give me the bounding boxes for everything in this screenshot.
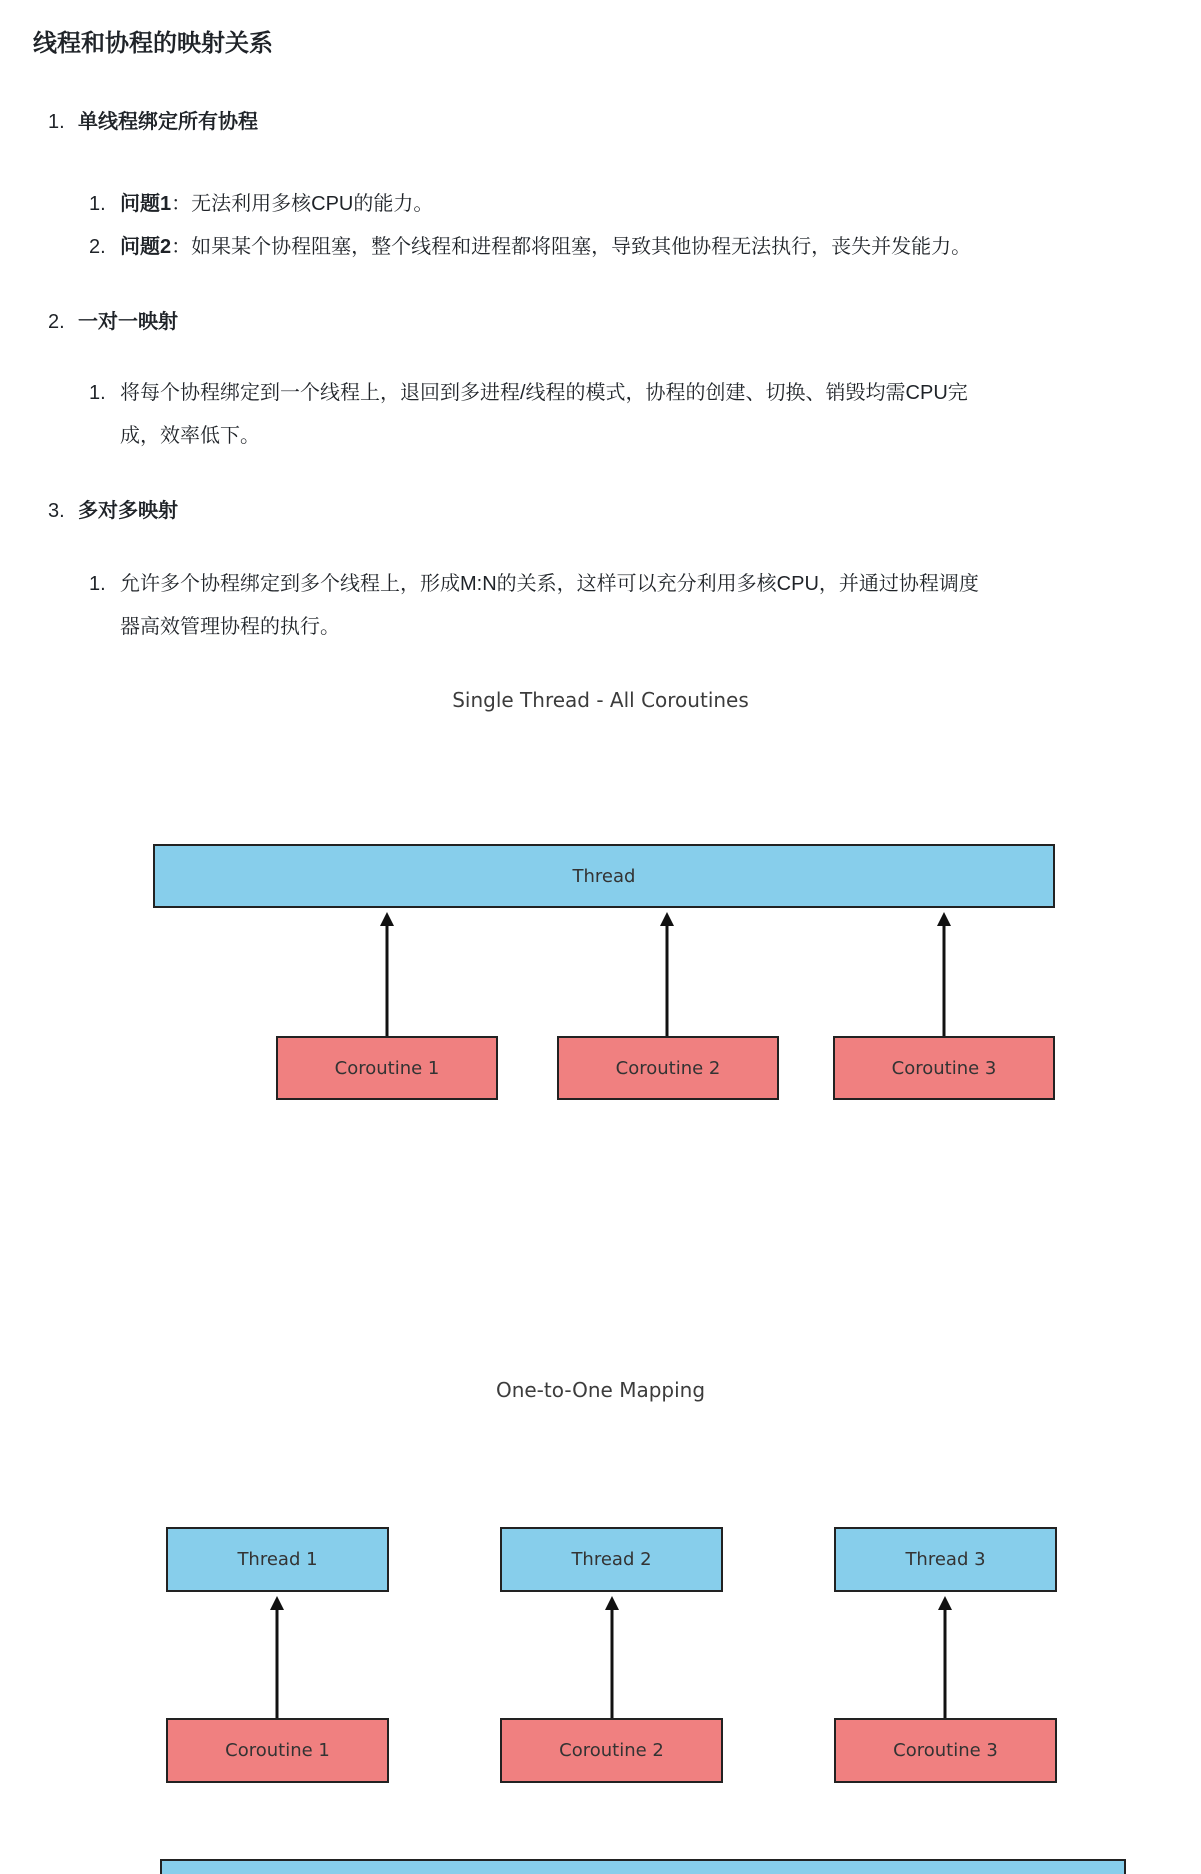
arrow-up-icon bbox=[604, 1596, 620, 1718]
section-1-heading: 单线程绑定所有协程 bbox=[78, 111, 258, 133]
item-text: 允许多个协程绑定到多个线程上，形成M:N的关系，这样可以充分利用多核CPU，并通过协程调度器高效管理协程的执行。 bbox=[120, 573, 979, 638]
arrow-up-icon bbox=[937, 1596, 953, 1718]
section-3-sublist bbox=[78, 563, 988, 649]
list-item-section-1 bbox=[78, 101, 1171, 269]
arrow-up-icon bbox=[269, 1596, 285, 1718]
coroutine-1-node: Coroutine 1 bbox=[166, 1718, 389, 1783]
item-text: ：如果某个协程阻塞，整个线程和进程都将阻塞，导致其他协程无法执行，丧失并发能力。 bbox=[171, 236, 972, 258]
thread-node: Thread bbox=[153, 844, 1055, 908]
thread-1-node: Thread 1 bbox=[166, 1527, 389, 1592]
item-text: 将每个协程绑定到一个线程上，退回到多进程/线程的模式，协程的创建、切换、销毁均需CPU完成，效率低下。 bbox=[120, 382, 968, 447]
figure-1-title: Single Thread - All Coroutines bbox=[452, 688, 749, 712]
item-bold-prefix: 问题2 bbox=[120, 236, 172, 258]
coroutine-1-node: Coroutine 1 bbox=[276, 1036, 498, 1100]
coroutine-3-node: Coroutine 3 bbox=[833, 1036, 1055, 1100]
coroutine-2-node: Coroutine 2 bbox=[557, 1036, 779, 1100]
item-text: ：无法利用多核CPU的能力。 bbox=[171, 193, 434, 215]
section-1-sublist bbox=[78, 183, 988, 269]
list-item bbox=[120, 563, 988, 649]
figure-2-title: One-to-One Mapping bbox=[495, 1378, 706, 1402]
thread-2-node: Thread 2 bbox=[500, 1527, 723, 1592]
main-ordered-list bbox=[33, 101, 1171, 649]
arrow-up-icon bbox=[659, 912, 675, 1036]
section-2-sublist bbox=[78, 372, 988, 458]
list-item-section-3 bbox=[78, 490, 1171, 649]
coroutine-3-node: Coroutine 3 bbox=[834, 1718, 1057, 1783]
figure-one-to-one-mapping bbox=[0, 1376, 1201, 1790]
section-3-heading: 多对多映射 bbox=[78, 500, 178, 522]
partial-diagram-box bbox=[160, 1859, 1126, 1874]
list-item bbox=[120, 183, 988, 226]
list-item bbox=[120, 226, 988, 269]
arrow-up-icon bbox=[936, 912, 952, 1036]
arrow-up-icon bbox=[379, 912, 395, 1036]
list-item bbox=[120, 372, 988, 458]
coroutine-2-node: Coroutine 2 bbox=[500, 1718, 723, 1783]
item-bold-prefix: 问题1 bbox=[120, 193, 172, 215]
list-item-section-2 bbox=[78, 301, 1171, 458]
section-2-heading: 一对一映射 bbox=[78, 311, 178, 333]
page-title: 线程和协程的映射关系 bbox=[33, 30, 273, 57]
document-content bbox=[0, 0, 1201, 649]
figure-single-thread-all-coroutines bbox=[0, 686, 1201, 1110]
thread-3-node: Thread 3 bbox=[834, 1527, 1057, 1592]
